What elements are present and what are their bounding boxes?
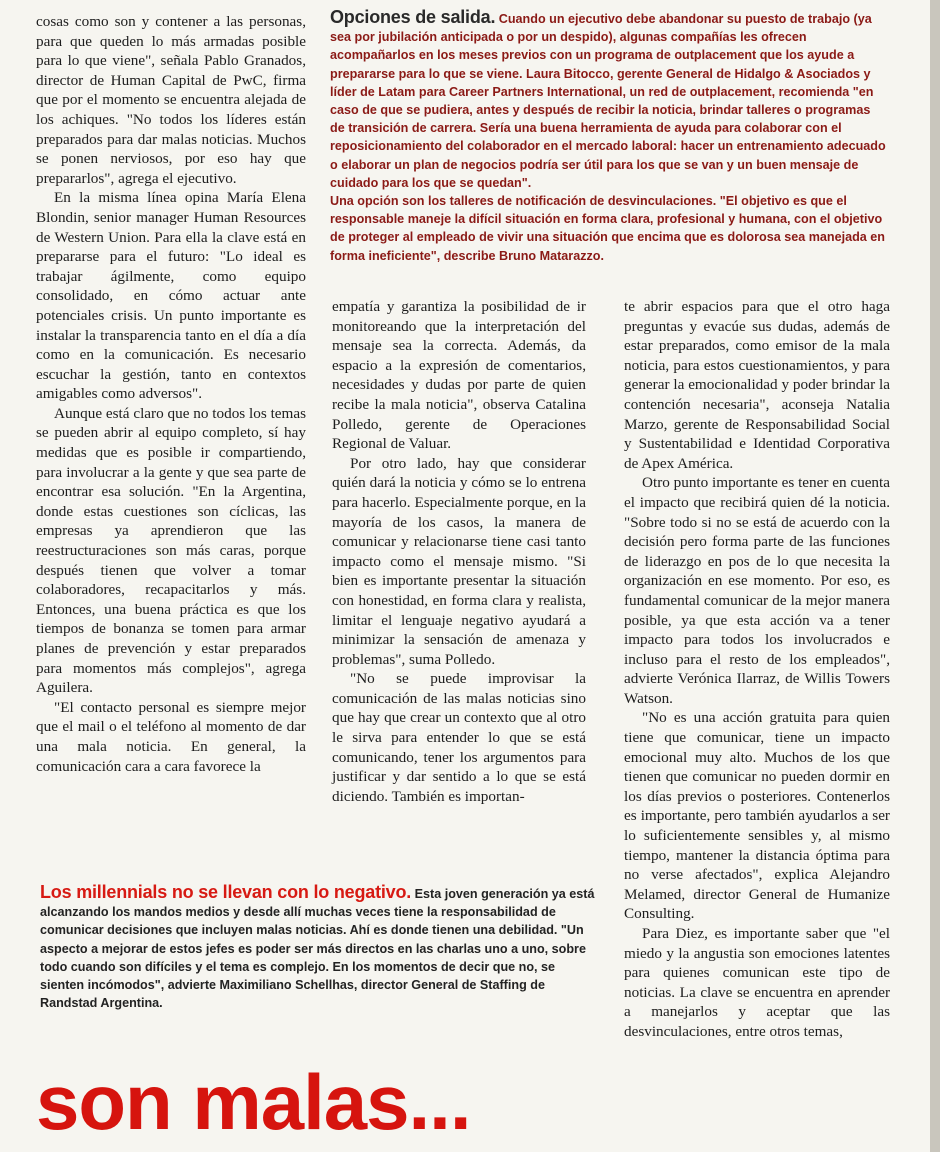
paragraph: Otro punto importante es tener en cuenta el impacto que recibirá quien dé la noticia. "Sobre todo si no se está de acuerdo con la decisión pero forma parte de las funciones de liderazgo en pos de lo que necesita la organización en ese momento. Por eso, es fundamental comunicar de la mejor manera posible, ya que esta acción va a tener impacto para todos los involucrados e incluso para el resto de los empleados", advierte Verónica Ilarraz, de Willis Towers Watson. — [624, 474, 890, 707]
box-heading: Opciones de salida. — [330, 7, 496, 27]
box-text: Esta joven generación ya está alcanzando los mandos medios y desde allí muchas veces tiene la responsabilidad de comunicar decisiones que incluyen malas noticias. Ahí es donde tienen una debilidad. "Un aspecto a mejorar de estos jefes es poder ser más directos en las charlas uno a uno, sobre todo cuando son difíciles y el tema es complejo. En los momentos de decir que no, se sienten incómodos", advierte Maximiliano Schellhas, director General de Staffing de Randstad Argentina. — [40, 887, 595, 1011]
paragraph: te abrir espacios para que el otro haga preguntas y evacúe sus dudas, además de estar preparados, como emisor de la mala noticia, para estos cuestionamientos, y para generar la emocionalidad y poder brindar la contención necesaria", aconseja Natalia Marzo, gerente de Responsabilidad Social y Sustentabilidad e Identidad Corporativa de Apex América. — [624, 298, 890, 472]
box-paragraph — [330, 8, 886, 192]
article-column-2 — [332, 297, 586, 806]
paragraph: "No es una acción gratuita para quien tiene que comunicar, tiene un impacto emocional muy alto. Muchos de los que tienen que comunicar no pueden dormir en los días previos o posteriores. Contenerlos es importante, pero también ayudarlos a ser lo suficientemente sensibles y, al mismo tiempo, mantener la distancia óptima para no verse afectados", explica Alejandro Melamed, director General de Humanize Consulting. — [624, 709, 890, 923]
paragraph: "No se puede improvisar la comunicación de las malas noticias sino que hay que crear un contexto que al otro le sirva para entender lo que se está comunicando, tener los argumentos para justificar y dar sentido a lo que se está diciendo. También es importan- — [332, 670, 586, 805]
paragraph: cosas como son y contener a las personas, para que queden lo más armadas posible para lo que viene", señala Pablo Granados, director de Human Capital de PwC, firma que por el momento se encuentra alejada de los achiques. "No todos los líderes están preparados para dar malas noticias. Muchos se ponen nerviosos, por eso hay que prepararlos", agrega el ejecutivo. — [36, 13, 306, 187]
sidebar-box-millennials — [40, 883, 600, 1012]
paragraph: En la misma línea opina María Elena Blondin, senior manager Human Resources de Western Union. Para ella la clave está en prepararse para el futuro: "Lo ideal es trabajar ágilmente, como equipo consolidado, en cómo actuar ante potenciales crisis. Un punto importante es instalar la transparencia tanto en el día a día como en la comunicación. Es necesario escuchar la gestión, tanto en contextos amigables como adversos". — [36, 189, 306, 403]
box-paragraph — [40, 883, 600, 1012]
box-heading: Los millennials no se llevan con lo negativo. — [40, 882, 412, 902]
article-column-1 — [36, 12, 306, 776]
page-edge — [930, 0, 940, 1152]
headline: son malas... — [36, 1058, 471, 1146]
box-text: Cuando un ejecutivo debe abandonar su puesto de trabajo (ya sea por jubilación anticipada o por un despido), algunas compañías les ofrecen acompañarlos en los meses previos con un programa de outplacement que los ayude a prepararse para lo que se viene. Laura Bitocco, gerente General de Hidalgo & Asociados y líder de Latam para Career Partners International, un red de outplacement, recomienda "en caso de que se pudiera, antes y después de recibir la noticia, brindar talleres o programas de transición de carrera. Sería una buena herramienta de ayuda para colaborar con el reposicionamiento del colaborador en el mercado laboral: hacer un entrenamiento adecuado o elaborar un plan de negocios podría ser útil para los que se van y un buen mensaje de cuidado para los que se quedan". — [330, 12, 886, 190]
box-paragraph: Una opción son los talleres de notificación de desvinculaciones. "El objetivo es que el responsable maneje la difícil situación en forma clara, profesional y humana, con el objetivo de proteger al empleado de vivir una situación que encima que es dolorosa sea manejada en forma ineficiente", describe Bruno Matarazzo. — [330, 194, 886, 263]
paragraph: "El contacto personal es siempre mejor que el mail o el teléfono al momento de dar una mala noticia. En general, la comunicación cara a cara favorece la — [36, 698, 306, 775]
paragraph: Aunque está claro que no todos los temas se pueden abrir al equipo completo, sí hay medidas que es posible ir compartiendo, para involucrar a la gente y que sea parte de encontrar esa solución. "En la Argentina, donde estas cuestiones son cíclicas, las empresas ya aprendieron que las reestructuraciones son más caras, porque después tienen que volver a tomar colaboradores, recapacitarlos y más. Entonces, una buena práctica es que los tiempos de bonanza se tomen para armar planes de prevención y estar preparados para momentos más complejos", agrega Aguilera. — [36, 404, 306, 697]
sidebar-box-opciones-de-salida — [330, 8, 886, 265]
paragraph: empatía y garantiza la posibilidad de ir monitoreando que la interpretación del mensaje sea la correcta. Además, da espacio a la expresión de comentarios, necesidades y dudas por parte de quien recibe la mala noticia", observa Catalina Polledo, gerente de Operaciones Regional de Valuar. — [332, 298, 586, 453]
paragraph: Por otro lado, hay que considerar quién dará la noticia y cómo se lo entrena para hacerlo. Especialmente porque, en la mayoría de los casos, la manera de comunicar y relacionarse tiene casi tanto impacto como el mensaje mismo. "Si bien es importante presentar la situación con honestidad, en forma clara y realista, limitar el lenguaje negativo ayudará a minimizar la sensación de amenaza y problemas", suma Polledo. — [332, 454, 586, 668]
article-column-3 — [624, 297, 890, 1042]
paragraph: Para Diez, es importante saber que "el miedo y la angustia son emociones latentes para quienes comunican este tipo de noticias. La clave se encuentra en aprender a manejarlos y aceptar que las desvinculaciones, entre otros temas, — [624, 925, 890, 1040]
